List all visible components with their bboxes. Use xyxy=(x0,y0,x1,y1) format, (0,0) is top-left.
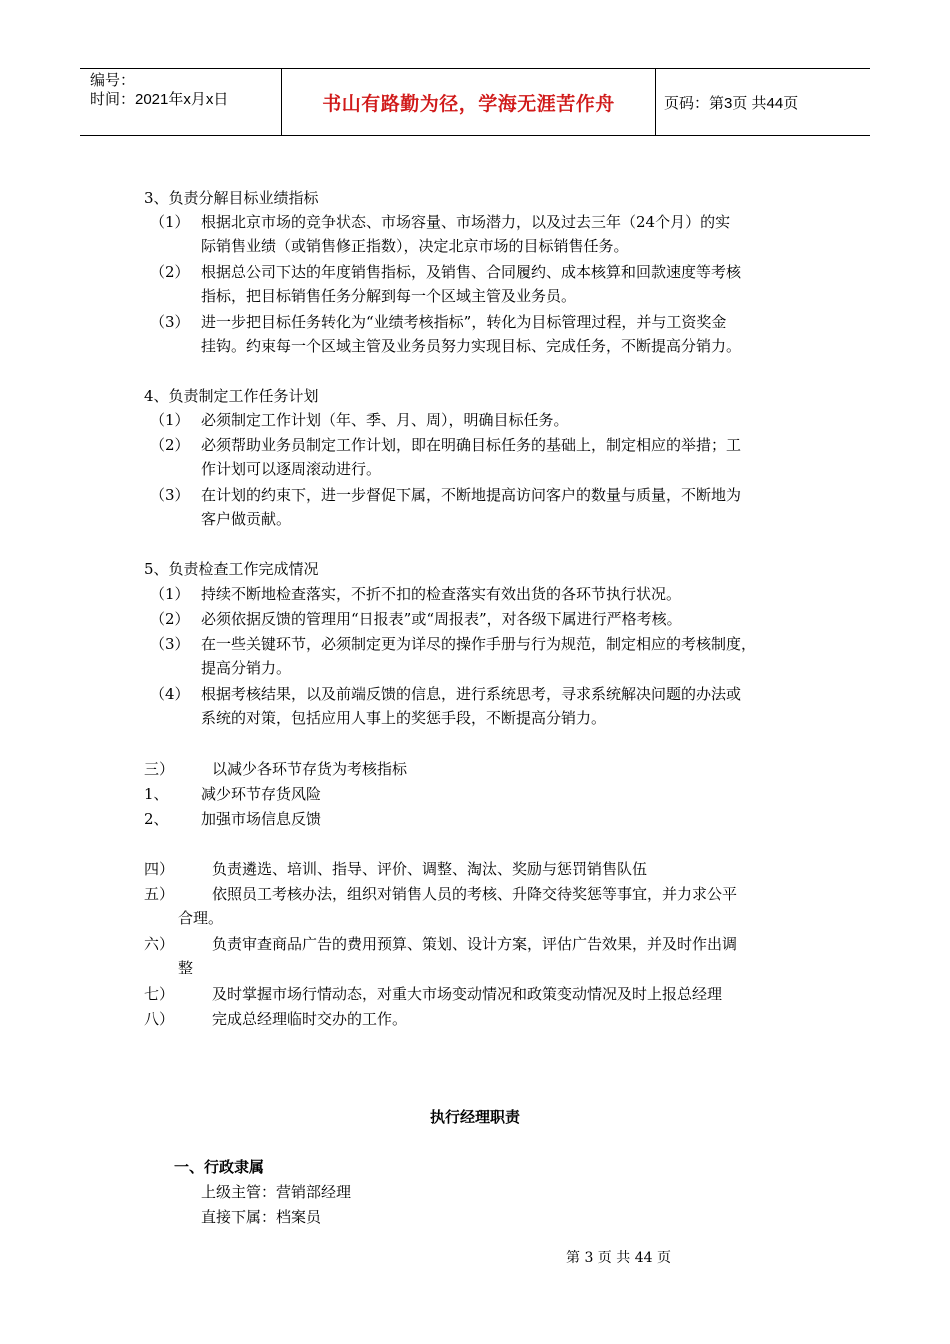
section3-title: 3、负责分解目标业绩指标 xyxy=(144,189,319,207)
section3-item-line: 指标，把目标销售任务分解到每一个区域主管及业务员。 xyxy=(201,287,577,305)
header-number-label: 编号： xyxy=(90,72,136,89)
exec-section1-title: 一、行政隶属 xyxy=(174,1158,265,1176)
section3-item-line: 根据北京市场的竞争状态、市场容量、市场潜力，以及过去三年（24个月）的实 xyxy=(201,213,731,231)
section-three-title: 以减少各环节存货为考核指标 xyxy=(212,760,408,778)
section4-item-line: 必须帮助业务员制定工作计划，即在明确目标任务的基础上，制定相应的举措；工 xyxy=(201,436,742,454)
duty-line: 整 xyxy=(178,959,194,977)
section5-item-num: （1） xyxy=(150,585,190,603)
duty-line: 负责审查商品广告的费用预算、策划、设计方案，评估广告效果，并及时作出调 xyxy=(212,935,738,953)
section5-item-line: 必须依据反馈的管理用“日报表”或“周报表”，对各级下属进行严格考核。 xyxy=(201,610,682,628)
duty-num: 四） xyxy=(144,860,175,878)
section4-item-line: 客户做贡献。 xyxy=(201,510,292,528)
section5-item-line: 提高分销力。 xyxy=(201,659,292,677)
section4-item-line: 必须制定工作计划（年、季、月、周），明确目标任务。 xyxy=(201,411,569,429)
section-three-item-text: 减少环节存货风险 xyxy=(201,785,322,803)
section5-item-line: 持续不断地检查落实，不折不扣的检查落实有效出货的各环节执行状况。 xyxy=(201,585,682,603)
section5-item-num: （4） xyxy=(150,685,190,703)
section3-item-num: （3） xyxy=(150,313,190,331)
exec-superior: 上级主管：营销部经理 xyxy=(201,1183,352,1201)
section-three-num: 三） xyxy=(144,760,175,778)
section5-title: 5、负责检查工作完成情况 xyxy=(144,560,319,578)
section3-item-line: 根据总公司下达的年度销售指标，及销售、合同履约、成本核算和回款速度等考核 xyxy=(201,263,742,281)
header-time-label: 时间：2021年x月x日 xyxy=(90,91,229,108)
section4-title: 4、负责制定工作任务计划 xyxy=(144,387,319,405)
section4-item-line: 在计划的约束下，进一步督促下属，不断地提高访问客户的数量与质量，不断地为 xyxy=(201,486,742,504)
duty-line: 负责遴选、培训、指导、评价、调整、淘汰、奖励与惩罚销售队伍 xyxy=(212,860,648,878)
section5-item-num: （2） xyxy=(150,610,190,628)
duty-line: 完成总经理临时交办的工作。 xyxy=(212,1010,408,1028)
section3-item-line: 进一步把目标任务转化为“业绩考核指标”，转化为目标管理过程，并与工资奖金 xyxy=(201,313,727,331)
duty-num: 七） xyxy=(144,985,175,1003)
section4-item-line: 作计划可以逐周滚动进行。 xyxy=(201,460,382,478)
section3-item-line: 际销售业绩（或销售修正指数），决定北京市场的目标销售任务。 xyxy=(201,237,629,255)
section-three-item-num: 1、 xyxy=(144,785,169,803)
section-three-item-text: 加强市场信息反馈 xyxy=(201,810,322,828)
section4-item-num: （3） xyxy=(150,486,190,504)
duty-num: 六） xyxy=(144,935,175,953)
section3-item-num: （2） xyxy=(150,263,190,281)
header-page-label: 页码：第3页 共44页 xyxy=(664,94,799,112)
section5-item-line: 系统的对策，包括应用人事上的奖惩手段，不断提高分销力。 xyxy=(201,709,607,727)
section5-item-line: 在一些关键环节，必须制定更为详尽的操作手册与行为规范，制定相应的考核制度， xyxy=(201,635,757,653)
section4-item-num: （1） xyxy=(150,411,190,429)
section3-item-line: 挂钩。约束每一个区域主管及业务员努力实现目标、完成任务，不断提高分销力。 xyxy=(201,337,742,355)
section-three-item-num: 2、 xyxy=(144,810,169,828)
section3-item-num: （1） xyxy=(150,213,190,231)
section5-item-num: （3） xyxy=(150,635,190,653)
exec-title: 执行经理职责 xyxy=(429,1108,520,1126)
exec-subordinate: 直接下属：档案员 xyxy=(201,1208,322,1226)
duty-num: 五） xyxy=(144,885,175,903)
header-meta xyxy=(80,69,282,135)
duty-num: 八） xyxy=(144,1010,175,1028)
duty-line: 合理。 xyxy=(178,909,224,927)
duty-line: 及时掌握市场行情动态，对重大市场变动情况和政策变动情况及时上报总经理 xyxy=(212,985,723,1003)
duty-line: 依照员工考核办法，组织对销售人员的考核、升降交待奖惩等事宜，并力求公平 xyxy=(212,885,738,903)
page-footer: 第 3 页 共 44 页 xyxy=(566,1250,671,1266)
section4-item-num: （2） xyxy=(150,436,190,454)
header-motto: 书山有路勤为径，学海无涯苦作舟 xyxy=(282,69,656,135)
section5-item-line: 根据考核结果，以及前端反馈的信息，进行系统思考，寻求系统解决问题的办法或 xyxy=(201,685,742,703)
page-header xyxy=(80,68,870,136)
